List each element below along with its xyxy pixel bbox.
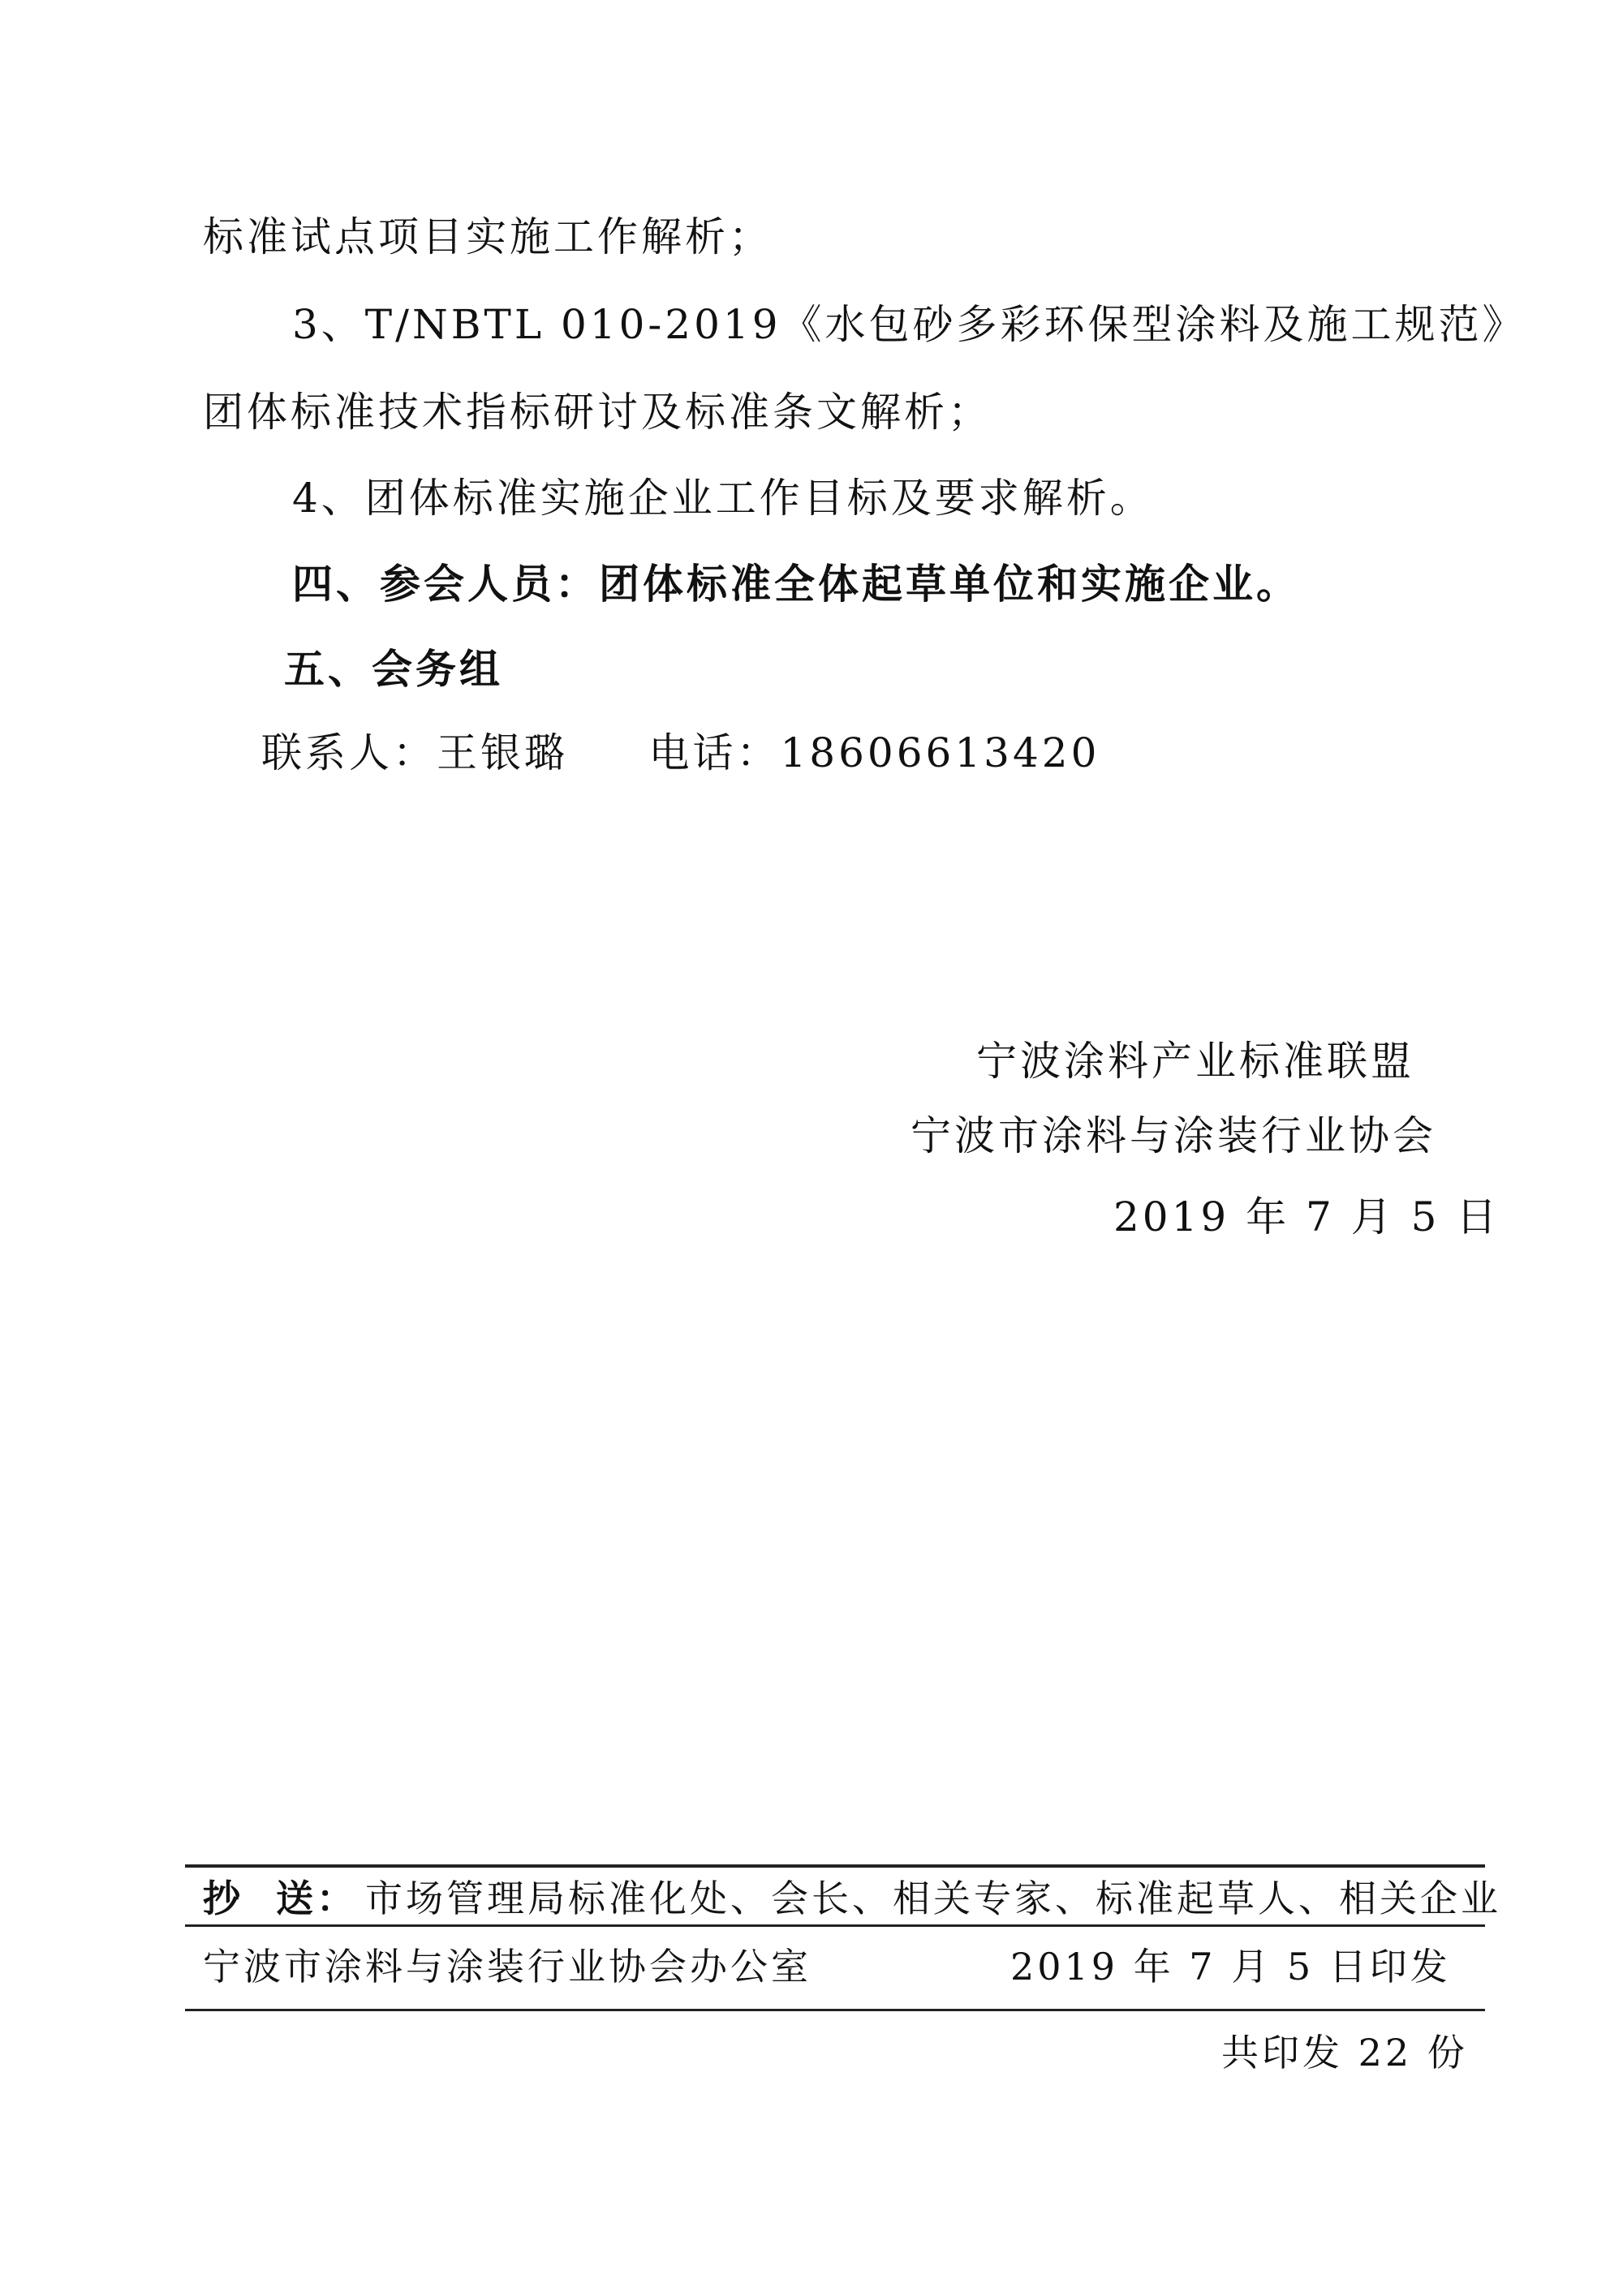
cc-label: 抄 送：: [203, 1877, 358, 1920]
body-item-4: 4、团体标准实施企业工作目标及要求解析。: [292, 475, 1154, 522]
contact-line: 联系人：王银璐 电话：18606613420: [261, 729, 1100, 776]
body-line-continuation: 标准试点项目实施工作解析；: [203, 213, 773, 260]
body-item-3-line1: 3、T/NBTL 010-2019《水包砂多彩环保型涂料及施工规范》: [292, 301, 1526, 348]
footer-rule-top: [185, 1864, 1485, 1868]
body-item-3-line2: 团体标准技术指标研讨及标准条文解析；: [203, 389, 992, 436]
footer-rule-middle: [185, 1924, 1485, 1927]
signature-org-1: 宁波涂料产业标准联盟: [976, 1038, 1414, 1085]
issue-date: 2019 年 7 月 5 日印发: [1010, 1945, 1451, 1989]
section-five-heading: 五、会务组: [284, 645, 503, 693]
copies-count: 共印发 22 份: [1221, 2031, 1468, 2075]
signature-date: 2019 年 7 月 5 日: [1113, 1193, 1500, 1240]
issuer-office: 宁波市涂料与涂装行业协会办公室: [203, 1945, 812, 1989]
cc-line: [203, 1874, 1501, 1923]
footer-rule-bottom: [185, 2009, 1485, 2011]
cc-recipients: 市场管理局标准化处、会长、相关专家、标准起草人、相关企业: [365, 1877, 1502, 1920]
signature-org-2: 宁波市涂料与涂装行业协会: [911, 1112, 1436, 1159]
section-four-attendees: 四、参会人员：团体标准全体起草单位和实施企业。: [292, 560, 1300, 608]
